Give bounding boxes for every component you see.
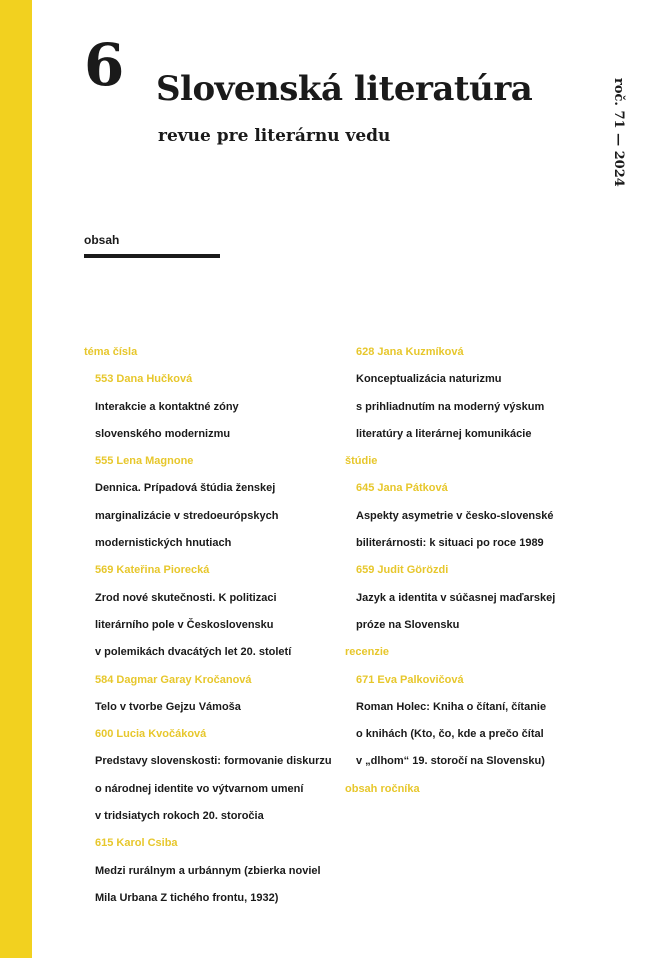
contents-right-column <box>345 339 615 803</box>
article-author: 584 Dagmar Garay Kročanová <box>95 673 252 686</box>
article-title-line: Dennica. Prípadová štúdia ženskej <box>95 482 276 495</box>
article-title-line: s prihliadnutím na moderný výskum <box>356 400 545 413</box>
issue-number: 6 <box>84 31 125 99</box>
article-title-line: Medzi rurálnym a urbánnym (zbierka noviel <box>95 864 321 877</box>
article-title-line: próze na Slovensku <box>356 618 460 631</box>
article-title-line: Mila Urbana Z tichého frontu, 1932) <box>95 891 279 904</box>
article-author: 569 Kateřina Piorecká <box>95 564 210 577</box>
section-heading: téma čísla <box>84 346 138 358</box>
article-author: 553 Dana Hučková <box>95 373 193 386</box>
article-title-line: biliterárnosti: k situaci po roce 1989 <box>356 537 544 550</box>
section-heading: obsah ročníka <box>345 782 420 795</box>
article-title-line: v „dlhom“ 19. storočí na Slovensku) <box>356 755 545 768</box>
article-title-line: literárního pole v Československu <box>95 618 274 631</box>
article-title-line: slovenského modernizmu <box>95 427 231 440</box>
article-author: 628 Jana Kuzmíková <box>356 346 464 358</box>
journal-subtitle: revue pre literárnu vedu <box>158 126 391 146</box>
contents-rule <box>84 254 220 258</box>
article-title-line: o národnej identite vo výtvarnom umení <box>95 782 304 795</box>
article-title-line: o knihách (Kto, čo, kde a prečo čítal <box>356 728 544 741</box>
article-title-line: Telo v tvorbe Gejzu Vámoša <box>95 700 241 713</box>
article-author: 555 Lena Magnone <box>95 455 194 468</box>
article-author: 659 Judit Görözdi <box>356 564 449 577</box>
section-heading: štúdie <box>345 455 378 468</box>
article-title-line: literatúry a literárnej komunikácie <box>356 427 532 440</box>
article-author: 600 Lucia Kvočáková <box>95 728 207 741</box>
article-author: 645 Jana Pátková <box>356 482 448 495</box>
volume-year: roč. 71 — 2024 <box>611 78 626 187</box>
article-title-line: Zrod nové skutečnosti. K politizaci <box>95 591 277 604</box>
article-title-line: v polemikách dvacátých let 20. století <box>95 646 292 659</box>
article-title-line: Jazyk a identita v súčasnej maďarskej <box>356 591 556 604</box>
journal-title: Slovenská literatúra <box>156 69 533 109</box>
article-title-line: marginalizácie v stredoeurópskych <box>95 509 279 522</box>
article-title-line: Interakcie a kontaktné zóny <box>95 400 239 413</box>
article-title-line: Konceptualizácia naturizmu <box>356 373 502 386</box>
contents-heading: obsah <box>84 233 120 247</box>
article-author: 615 Karol Csiba <box>95 837 178 850</box>
article-title-line: Aspekty asymetrie v česko-slovenské <box>356 509 554 522</box>
article-title-line: v tridsiatych rokoch 20. storočia <box>95 810 264 823</box>
article-author: 671 Eva Palkovičová <box>356 673 464 686</box>
yellow-spine-bar <box>0 0 32 958</box>
article-title-line: Predstavy slovenskosti: formovanie diskurzu <box>95 755 332 768</box>
contents-left-column <box>84 339 344 912</box>
article-title-line: Roman Holec: Kniha o čítaní, čítanie <box>356 700 547 713</box>
section-heading: recenzie <box>345 646 390 659</box>
article-title-line: modernistických hnutiach <box>95 537 232 550</box>
